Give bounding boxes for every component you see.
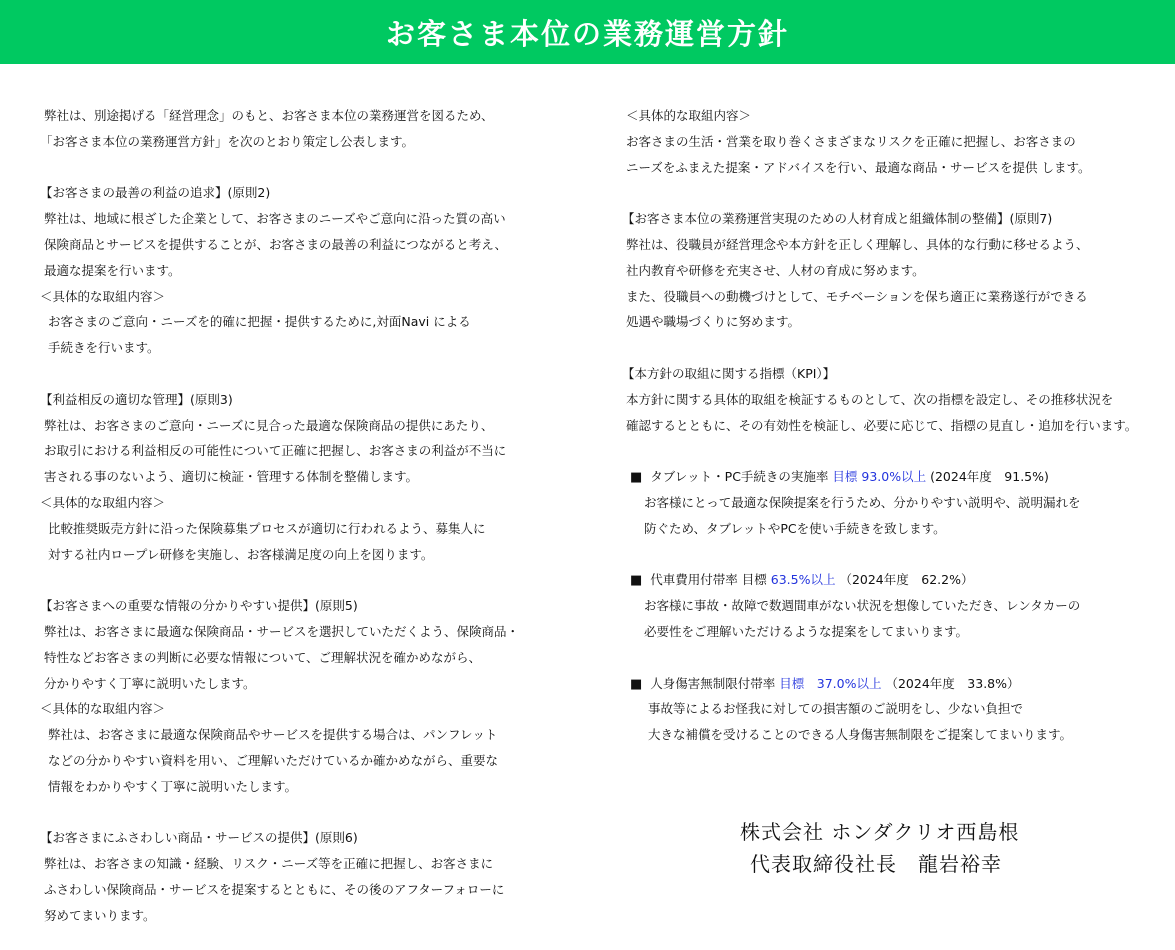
body-line: 確認するとともに、その有効性を検証し、必要に応じて、指標の見直し・追加を行います。 [626, 417, 1138, 433]
detail-line: 弊社は、お客さまに最適な保険商品やサービスを提供する場合は、パンフレット [48, 727, 498, 743]
intro-line: 「お客さま本位の業務運営方針」を次のとおり策定し公表します。 [40, 133, 415, 149]
page-title: お客さま本位の業務運営方針 [385, 16, 789, 51]
body-line: 処遇や職場づくりに努めます。 [626, 314, 801, 330]
body-line: 特性などお客さまの判断に必要な情報について、ご理解状況を確かめながら、 [44, 649, 482, 665]
kpi-item [630, 464, 1137, 490]
body-line: 弊社は、お客さまの知識・経験、リスク・ニーズ等を正確に把握し、お客さまに [44, 856, 494, 872]
section-heading-principle3: 【利益相反の適切な管理】(原則3) [40, 391, 233, 407]
body-line: 保険商品とサービスを提供することが、お客さまの最善の利益につながると考え、 [44, 236, 508, 252]
left-column [40, 103, 520, 929]
detail-line: お客さまのご意向・ニーズを的確に把握・提供するために,対面Navi による [48, 314, 471, 330]
square-bullet-icon: ■ [630, 676, 643, 692]
square-bullet-icon: ■ [630, 470, 643, 486]
detail-label: ＜具体的な取組内容＞ [40, 701, 166, 717]
company-name: 株式会社 ホンダクリオ西島根 [740, 820, 1020, 844]
intro-line: 弊社は、別途掲げる「経営理念」のもと、お客さま本位の業務運営を図るため、 [44, 108, 494, 123]
kpi-result: (2024年度 91.5%) [930, 469, 1049, 485]
body-line: 社内教育や研修を充実させ、人材の育成に努めます。 [626, 262, 925, 278]
detail-label: ＜具体的な取組内容＞ [626, 108, 752, 123]
detail-line: 比較推奨販売方針に沿った保険募集プロセスが適切に行われるよう、募集人に [48, 520, 486, 536]
kpi-result: （2024年度 33.8%） [885, 675, 1020, 691]
detail-line: ニーズをふまえた提案・アドバイスを行い、最適な商品・サービスを提供 します。 [626, 159, 1091, 175]
detail-line: などの分かりやすい資料を用い、ご理解いただけているか確かめながら、重要な [48, 752, 499, 768]
section-heading-principle2: 【お客さまの最善の利益の追求】(原則2) [40, 185, 271, 201]
detail-line: お客さまの生活・営業を取り巻くさまざまなリスクを正確に把握し、お客さまの [626, 133, 1076, 149]
kpi-desc-line: 事故等によるお怪我に対しての損害額のご説明をし、少ない負担で [648, 701, 1024, 717]
kpi-target: 目標 93.0%以上 [832, 469, 927, 485]
title-banner [0, 0, 1175, 64]
body-line: 分かりやすく丁寧に説明いたします。 [44, 675, 256, 691]
kpi-desc-line: 防ぐため、タブレットやPCを使い手続きを致します。 [644, 520, 946, 536]
representative-name: 代表取締役社長 龍岩裕幸 [750, 852, 1002, 876]
kpi-desc-line: 必要性をご理解いただけるような提案をしてまいります。 [644, 623, 969, 639]
section-heading-principle6: 【お客さまにふさわしい商品・サービスの提供】(原則6) [40, 830, 358, 846]
detail-line: 情報をわかりやすく丁寧に説明いたします。 [48, 778, 298, 794]
body-line: 弊社は、役職員が経営理念や本方針を正しく理解し、具体的な行動に移せるよう、 [626, 236, 1089, 252]
detail-line: 手続きを行います。 [48, 340, 160, 356]
kpi-item [630, 567, 1137, 593]
kpi-target: 目標 37.0%以上 [779, 675, 882, 691]
kpi-item [630, 671, 1137, 697]
right-column [622, 103, 1138, 748]
body-line: 努めてまいります。 [44, 907, 156, 923]
section-heading-kpi: 【本方針の取組に関する指標（KPI）】 [622, 365, 836, 381]
section-heading-principle7: 【お客さま本位の業務運営実現のための人材育成と組織体制の整備】(原則7) [622, 211, 1053, 227]
section-heading-principle5: 【お客さまへの重要な情報の分かりやすい提供】(原則5) [40, 598, 358, 614]
kpi-label: タブレット・PC手続きの実施率 [650, 469, 829, 485]
kpi-desc-line: お客様にとって最適な保険提案を行うため、分かりやすい説明や、説明漏れを [644, 494, 1081, 510]
body-line: 本方針に関する具体的取組を検証するものとして、次の指標を設定し、その推移状況を [626, 391, 1114, 407]
kpi-desc-line: 大きな補償を受けることのできる人身傷害無制限をご提案してまいります。 [648, 727, 1073, 743]
body-line: ふさわしい保険商品・サービスを提案するとともに、その後のアフターフォローに [44, 881, 505, 897]
signature-block [740, 816, 1019, 880]
kpi-label: 代車費用付帯率 目標 [650, 572, 767, 588]
body-line: お取引における利益相反の可能性について正確に把握し、お客さまの利益が不当に [44, 443, 507, 459]
body-line: 弊社は、地域に根ざした企業として、お客さまのニーズやご意向に沿った質の高い [44, 211, 506, 227]
body-line: また、役職員への動機づけとして、モチベーションを保ち適正に業務遂行ができる [626, 288, 1088, 304]
kpi-target: 63.5%以上 [770, 572, 836, 588]
kpi-desc-line: お客様に事故・故障で数週間車がない状況を想像していただき、レンタカーの [644, 598, 1081, 614]
body-line: 弊社は、お客さまに最適な保険商品・サービスを選択していただくよう、保険商品・ [44, 623, 520, 639]
detail-label: ＜具体的な取組内容＞ [40, 494, 166, 510]
kpi-label: 人身傷害無制限付帯率 [650, 675, 776, 691]
body-line: 害される事のないよう、適切に検証・管理する体制を整備します。 [44, 469, 419, 485]
body-line: 最適な提案を行います。 [44, 262, 181, 278]
detail-label: ＜具体的な取組内容＞ [40, 288, 166, 304]
detail-line: 対する社内ロープレ研修を実施し、お客様満足度の向上を図ります。 [48, 546, 434, 562]
body-line: 弊社は、お客さまのご意向・ニーズに見合った最適な保険商品の提供にあたり、 [44, 417, 494, 433]
square-bullet-icon: ■ [630, 573, 643, 589]
kpi-result: （2024年度 62.2%） [839, 572, 974, 588]
